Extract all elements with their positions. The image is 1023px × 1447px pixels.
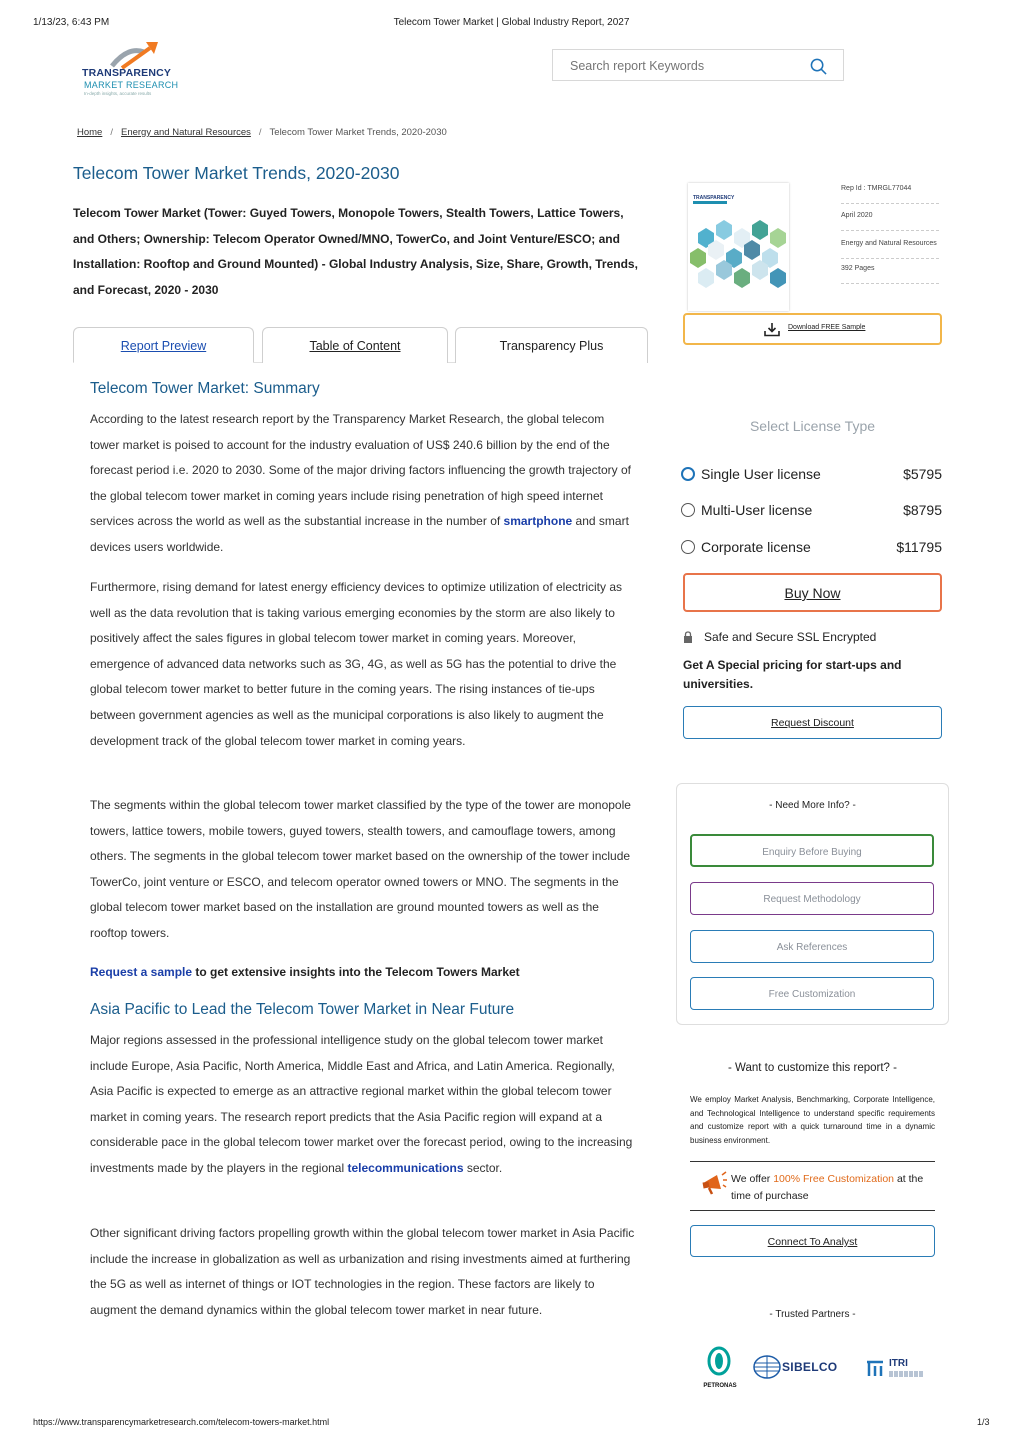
customize-title: - Want to customize this report? - [728, 1062, 897, 1074]
enquiry-before-buying-button[interactable]: Enquiry Before Buying [690, 834, 934, 867]
asia-pacific-heading: Asia Pacific to Lead the Telecom Tower Market in Near Future [90, 1001, 515, 1018]
divider [690, 1210, 935, 1211]
tab-table-of-content-label: Table of Content [309, 339, 401, 353]
license-price: $8795 [903, 502, 942, 518]
partner-logo-itri [865, 1346, 925, 1388]
report-subtitle: Telecom Tower Market (Tower: Guyed Towers, Monopole Towers, Stealth Towers, Lattice Towers, and Others; Ownership: Telecom Operator Owned/MNO, TowerCo, and Joint Venture/ESCO; and Installation: Rooftop and Ground Mounted) - Global Industry Analysis, Size, Share, Growth, Trends, and Forecast, 2020 - 2030 [73, 206, 638, 298]
paragraph-text: According to the latest research report by the Transparency Market Research, the global telecom tower market is poised to account for the industry evaluation of US$ 240.6 billion by the end of the forecast period i.e. 2020 to 2030. Some of the major driving factors influencing the growth trajectory of the global telecom tower market in coming years include rising penetration of high speed internet services across the world as well as the substantial increase in the number of [90, 412, 631, 529]
search-box [552, 49, 844, 81]
asia-paragraph-1 [90, 1028, 636, 1182]
telecommunications-link[interactable]: telecommunications [347, 1160, 464, 1175]
download-sample-label: Download FREE Sample [788, 324, 866, 331]
smartphone-link[interactable]: smartphone [503, 514, 573, 529]
buy-now-label: Buy Now [784, 585, 841, 601]
need-more-info-title: - Need More Info? - [769, 800, 856, 811]
breadcrumb-home-link[interactable]: Home [77, 127, 103, 138]
offer-text: at the time of purchase [731, 1173, 924, 1202]
free-customization-button[interactable]: Free Customization [690, 977, 934, 1010]
ssl-note [683, 630, 876, 644]
summary-heading: Telecom Tower Market: Summary [90, 380, 320, 397]
connect-to-analyst-label: Connect To Analyst [767, 1236, 858, 1248]
page-title: Telecom Tower Market Trends, 2020-2030 [73, 163, 400, 183]
summary-paragraph-1 [90, 407, 636, 561]
itri-subtitle-lines [889, 1371, 923, 1377]
ask-references-button[interactable]: Ask References [690, 930, 934, 963]
offer-highlight: 100% Free Customization [773, 1173, 895, 1185]
request-sample-line [90, 965, 520, 979]
logo-arrow-icon [110, 40, 160, 70]
report-date: April 2020 [841, 212, 939, 231]
partner-name: ITRI [889, 1358, 908, 1369]
download-sample-button[interactable] [683, 313, 942, 345]
partner-logo-petronas [699, 1346, 741, 1388]
itri-mark-icon [865, 1358, 885, 1378]
partner-logo-sibelco [752, 1346, 844, 1388]
report-cover-image [688, 183, 789, 311]
radio-icon[interactable] [681, 540, 695, 554]
license-option-corporate[interactable] [680, 539, 942, 559]
tab-table-of-content[interactable] [262, 327, 448, 363]
license-option-multi-user[interactable] [680, 502, 942, 522]
radio-icon[interactable] [681, 467, 695, 481]
request-discount-button[interactable] [683, 706, 942, 739]
breadcrumb-current: Telecom Tower Market Trends, 2020-2030 [269, 127, 447, 138]
free-customization-offer [731, 1171, 931, 1204]
petronas-emblem-icon [699, 1346, 741, 1376]
divider [690, 1161, 935, 1162]
paragraph-text: Major regions assessed in the professional intelligence study on the global telecom tower market include Europe, Asia Pacific, North America, Middle East and Africa, and Latin America. Regionally, Asia Pacific is expected to emerge as an attractive regional market within the global telecom tower market in coming years. The research report predicts that the Asia Pacific region will expand at a considerable pace in the global telecom tower market over the forecast period, owing to the increasing investments made by the players in the regional [90, 1033, 633, 1175]
license-price: $11795 [896, 539, 942, 555]
report-pages: 392 Pages [841, 265, 939, 284]
download-icon [764, 322, 780, 337]
license-name: Multi-User license [701, 502, 813, 518]
lock-icon [683, 631, 693, 643]
connect-to-analyst-button[interactable] [690, 1225, 935, 1257]
paragraph-text: and smart devices users worldwide. [90, 514, 629, 554]
breadcrumb-separator: / [110, 127, 113, 138]
paragraph-text: sector. [463, 1160, 503, 1175]
radio-icon[interactable] [681, 503, 695, 517]
partner-name: PETRONAS [703, 1383, 737, 1389]
breadcrumb-separator: / [258, 127, 262, 138]
offer-text: We offer [731, 1173, 774, 1185]
svg-text:TRANSPARENCY: TRANSPARENCY [693, 195, 735, 201]
logo-tagline: In-depth insights, accurate results [84, 91, 152, 96]
license-title: Select License Type [749, 418, 876, 434]
summary-paragraph-2: Furthermore, rising demand for latest energy efficiency devices to optimize utilization of electricity as well as the data revolution that is taking various emerging economies by the storm are also likely to positively affect the sales figures in global telecom tower market in coming years. Moreover, emergence of advanced data networks such as 3G, 4G, as well as 5G has the potential to drive the global telecom tower market to better future in the coming years. The rising instances of tie-ups between government agencies as well as the municipal corporations is also likely to augment the development track of the global telecom tower market in coming years. [90, 580, 623, 748]
breadcrumb [77, 127, 447, 138]
customize-description: We employ Market Analysis, Benchmarking, Corporate Intelligence, and Technological Intelligence to understand specific requirements and customize report with a quick turnaround time in a dynamic business environment. [690, 1095, 935, 1145]
print-url: https://www.transparencymarketresearch.com/telecom-towers-market.html [33, 1417, 330, 1427]
search-icon[interactable] [810, 58, 827, 75]
ssl-text: Safe and Secure SSL Encrypted [704, 630, 877, 644]
print-datetime: 1/13/23, 6:43 PM [33, 17, 110, 28]
report-cover-art [688, 183, 789, 311]
report-category: Energy and Natural Resources [841, 240, 939, 259]
breadcrumb-category-link[interactable]: Energy and Natural Resources [120, 127, 251, 138]
request-discount-label: Request Discount [771, 717, 854, 729]
print-doc-title: Telecom Tower Market | Global Industry Report, 2027 [393, 17, 630, 28]
partner-name: SIBELCO [782, 1360, 838, 1374]
request-sample-text: to get extensive insights into the Telecom Towers Market [192, 965, 520, 979]
request-sample-link[interactable]: Request a sample [90, 965, 193, 979]
summary-paragraph-3: The segments within the global telecom tower market classified by the type of the tower are monopole towers, lattice towers, mobile towers, guyed towers, stealth towers, and camouflage towers, among others. The segments in the global telecom tower market based on the ownership of the tower include TowerCo, joint venture or ESCO, and telecom operator owned towers or MNO. The segments in the global telecom tower market based on the installation are ground mounted towers as well as the rooftop towers. [90, 798, 631, 940]
license-option-single[interactable] [680, 466, 942, 486]
search-input[interactable] [570, 59, 790, 73]
license-name: Corporate license [701, 539, 811, 555]
logo-line1: TRANSPARENCY [82, 67, 172, 79]
report-id: Rep Id : TMRGL77044 [841, 185, 939, 204]
request-methodology-button[interactable]: Request Methodology [690, 882, 934, 915]
buy-now-button[interactable] [683, 573, 942, 612]
trusted-partners-title: - Trusted Partners - [769, 1309, 856, 1320]
tab-transparency-plus[interactable]: Transparency Plus [455, 327, 648, 363]
tab-report-preview[interactable]: Report Preview [73, 327, 254, 363]
license-price: $5795 [903, 466, 942, 482]
logo-line2: MARKET RESEARCH [84, 80, 179, 90]
license-name: Single User license [701, 466, 821, 482]
site-logo[interactable] [80, 40, 180, 105]
sibelco-globe-icon [752, 1354, 782, 1380]
print-page-number: 1/3 [977, 1417, 990, 1427]
megaphone-icon [702, 1170, 728, 1196]
special-pricing-text: Get A Special pricing for start-ups and universities. [683, 658, 902, 691]
asia-paragraph-2: Other significant driving factors propelling growth within the global telecom tower market in Asia Pacific include the increase in globalization as well as urbanization and rising investments aimed at furthering the 5G as well as internet of things or IOT technologies in the region. These factors are likely to augment the demand dynamics within the global telecom tower market in near future. [90, 1226, 635, 1317]
